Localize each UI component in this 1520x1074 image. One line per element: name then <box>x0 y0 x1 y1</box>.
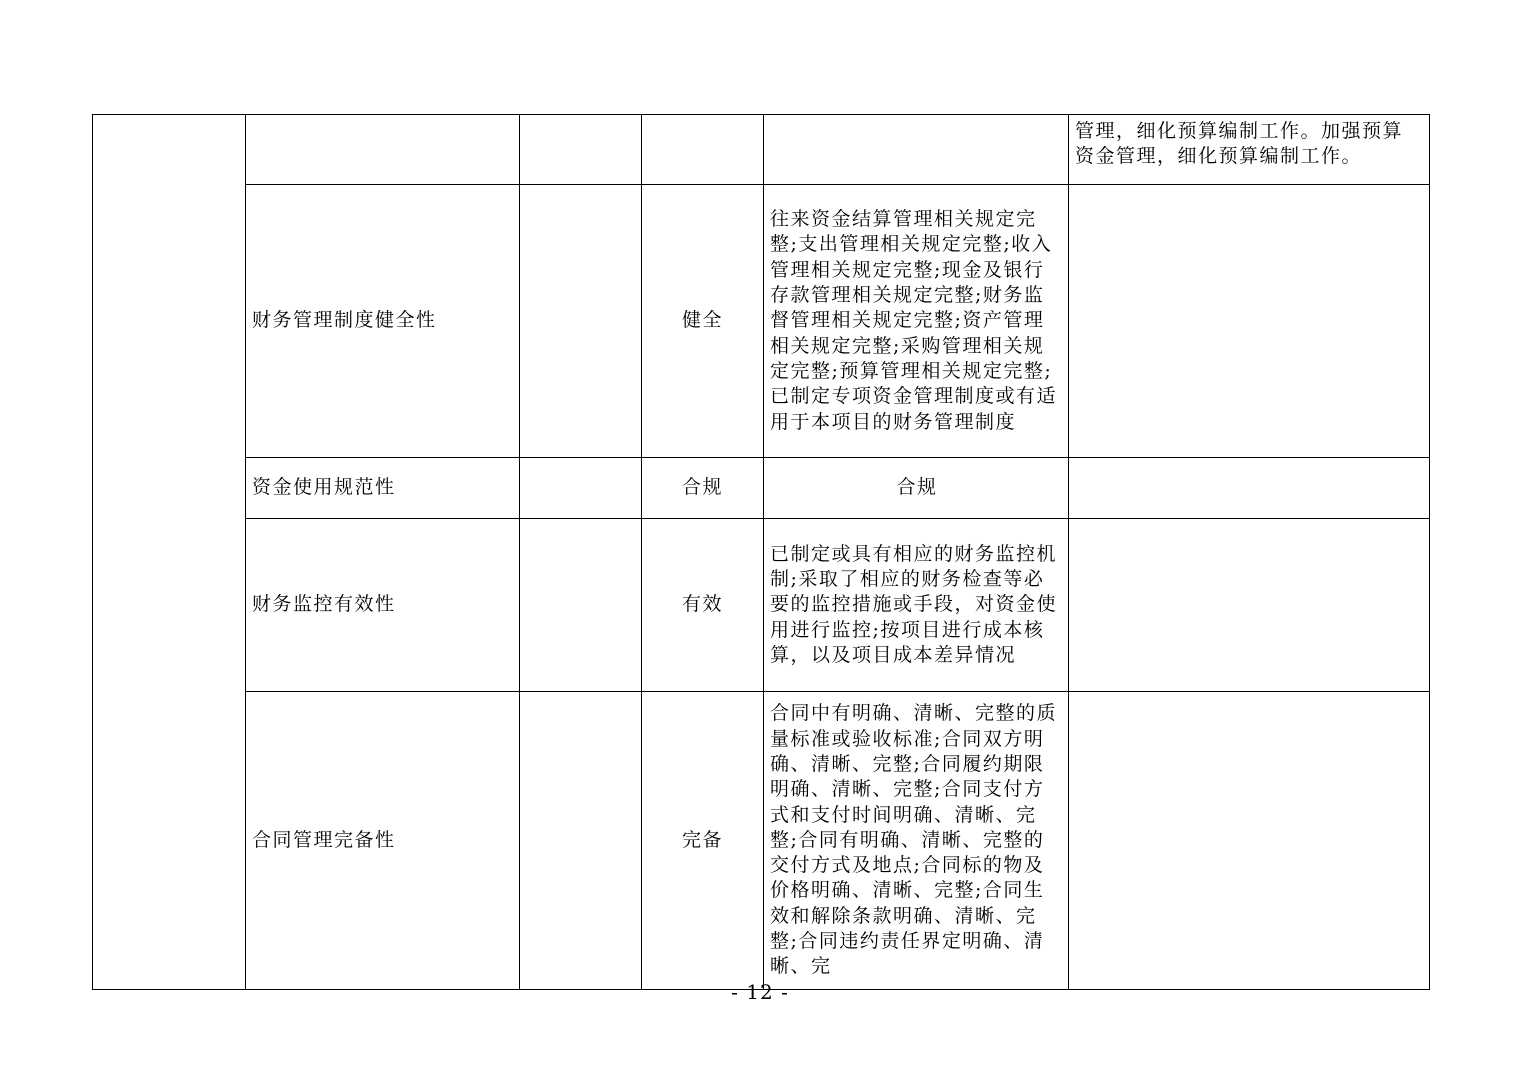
blank-cell <box>520 115 642 185</box>
actual-value-cell: 往来资金结算管理相关规定完整;支出管理相关规定完整;收入管理相关规定完整;现金及银行存款管理相关规定完整;财务监督管理相关规定完整;资产管理相关规定完整;采购管理相关规定完整;预算管理相关规定完整;已制定专项资金管理制度或有适用于本项目的财务管理制度 <box>764 185 1069 458</box>
table-row <box>93 185 1430 458</box>
table-row <box>93 458 1430 519</box>
target-value-cell: 完备 <box>642 692 764 990</box>
remark-cell: 管理，细化预算编制工作。加强预算资金管理，细化预算编制工作。 <box>1069 115 1430 185</box>
actual-value-cell <box>764 115 1069 185</box>
remark-cell <box>1069 185 1430 458</box>
table-row <box>93 692 1430 990</box>
indicator-cell: 财务监控有效性 <box>246 519 520 692</box>
evaluation-table <box>92 114 1430 990</box>
indicator-cell: 资金使用规范性 <box>246 458 520 519</box>
blank-cell <box>520 458 642 519</box>
actual-value-cell: 合规 <box>764 458 1069 519</box>
remark-cell <box>1069 692 1430 990</box>
target-value-cell: 有效 <box>642 519 764 692</box>
blank-cell <box>520 185 642 458</box>
indicator-cell <box>246 115 520 185</box>
category-cell <box>93 115 246 990</box>
page-number: - 12 - <box>731 980 789 1004</box>
remark-cell <box>1069 519 1430 692</box>
target-value-cell <box>642 115 764 185</box>
target-value-cell: 健全 <box>642 185 764 458</box>
blank-cell <box>520 692 642 990</box>
blank-cell <box>520 519 642 692</box>
actual-value-cell: 合同中有明确、清晰、完整的质量标准或验收标准;合同双方明确、清晰、完整;合同履约期限明确、清晰、完整;合同支付方式和支付时间明确、清晰、完整;合同有明确、清晰、完整的交付方式及地点;合同标的物及价格明确、清晰、完整;合同生效和解除条款明确、清晰、完整;合同违约责任界定明确、清晰、完 <box>764 692 1069 990</box>
target-value-cell: 合规 <box>642 458 764 519</box>
indicator-cell: 合同管理完备性 <box>246 692 520 990</box>
indicator-cell: 财务管理制度健全性 <box>246 185 520 458</box>
table-row <box>93 519 1430 692</box>
remark-cell <box>1069 458 1430 519</box>
actual-value-cell: 已制定或具有相应的财务监控机制;采取了相应的财务检查等必要的监控措施或手段，对资金使用进行监控;按项目进行成本核算，以及项目成本差异情况 <box>764 519 1069 692</box>
table-row <box>93 115 1430 185</box>
